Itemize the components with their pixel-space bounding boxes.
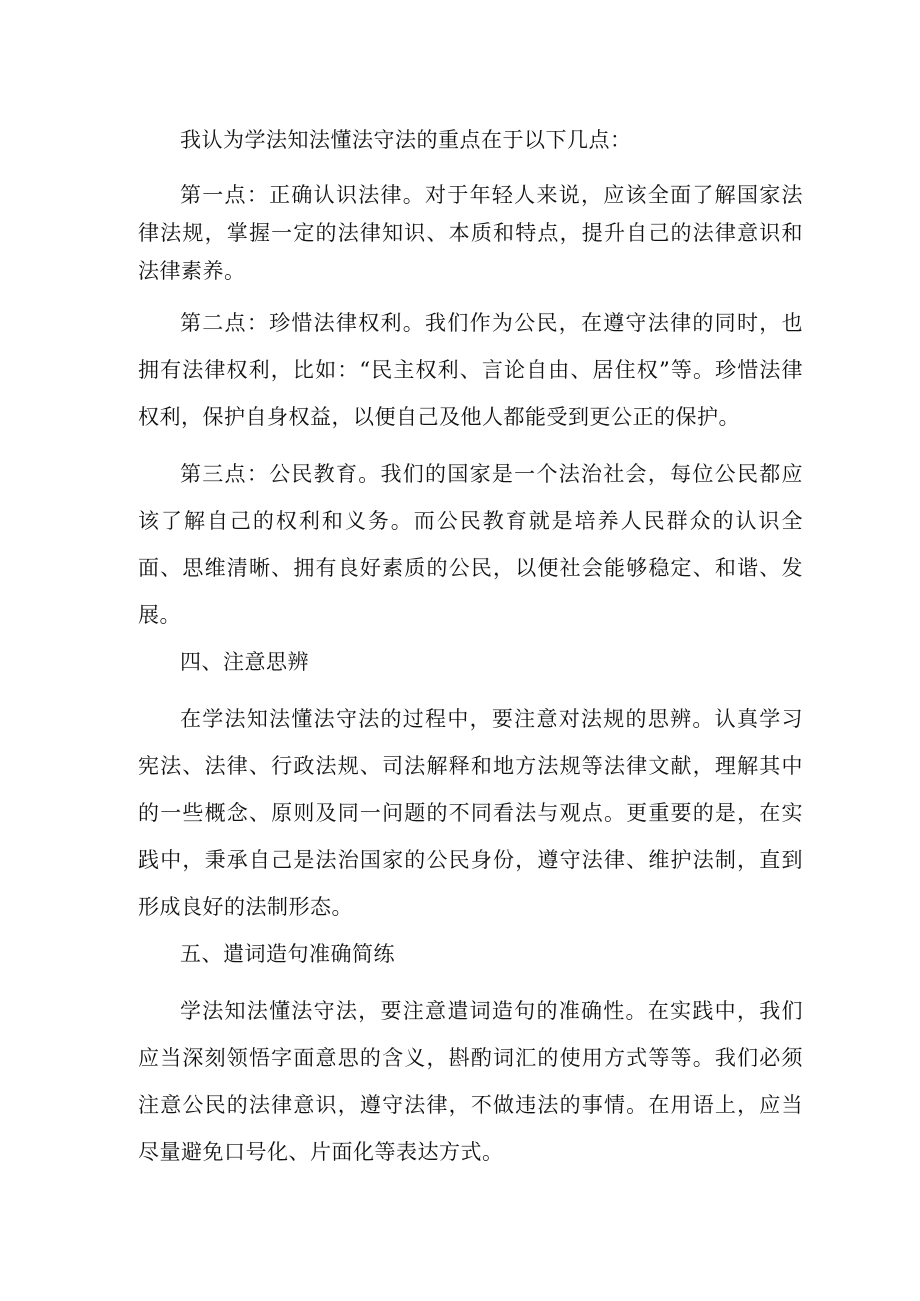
- point-two-paragraph: 第二点：珍惜法律权利。我们作为公民，在遵守法律的同时，也拥有法律权利，比如：“民主权利、言论自由、居住权”等。珍惜法律权利，保护自身权益，以便自己及他人都能受到更公正的保护。: [138, 311, 803, 429]
- section-four-paragraph: 在学法知法懂法守法的过程中，要注意对法规的思辨。认真学习宪法、法律、行政法规、司法解释和地方法规等法律文献，理解其中的一些概念、原则及同一问题的不同看法与观点。更重要的是，在实践中，秉承自己是法治国家的公民身份，遵守法律、维护法制，直到形成良好的法制形态。: [138, 707, 803, 919]
- section-four-heading: 四、注意思辨: [180, 650, 309, 674]
- section-five-heading: 五、遣词造句准确简练: [180, 942, 395, 966]
- intro-paragraph: 我认为学法知法懂法守法的重点在于以下几点：: [180, 128, 632, 152]
- point-three-paragraph: 第三点：公民教育。我们的国家是一个法治社会，每位公民都应该了解自己的权利和义务。而公民教育就是培养人民群众的认识全面、思维清晰、拥有良好素质的公民，以便社会能够稳定、和谐、发展。: [138, 462, 803, 627]
- document-body: [138, 117, 803, 1176]
- section-five-paragraph: 学法知法懂法守法，要注意遣词造句的准确性。在实践中，我们应当深刻领悟字面意思的含义，斟酌词汇的使用方式等等。我们必须注意公民的法律意识，遵守法律，不做违法的事情。在用语上，应当尽量避免口号化、片面化等表达方式。: [138, 999, 803, 1164]
- point-one-paragraph: 第一点：正确认识法律。对于年轻人来说，应该全面了解国家法律法规，掌握一定的法律知识、本质和特点，提升自己的法律意识和法律素养。: [138, 183, 803, 283]
